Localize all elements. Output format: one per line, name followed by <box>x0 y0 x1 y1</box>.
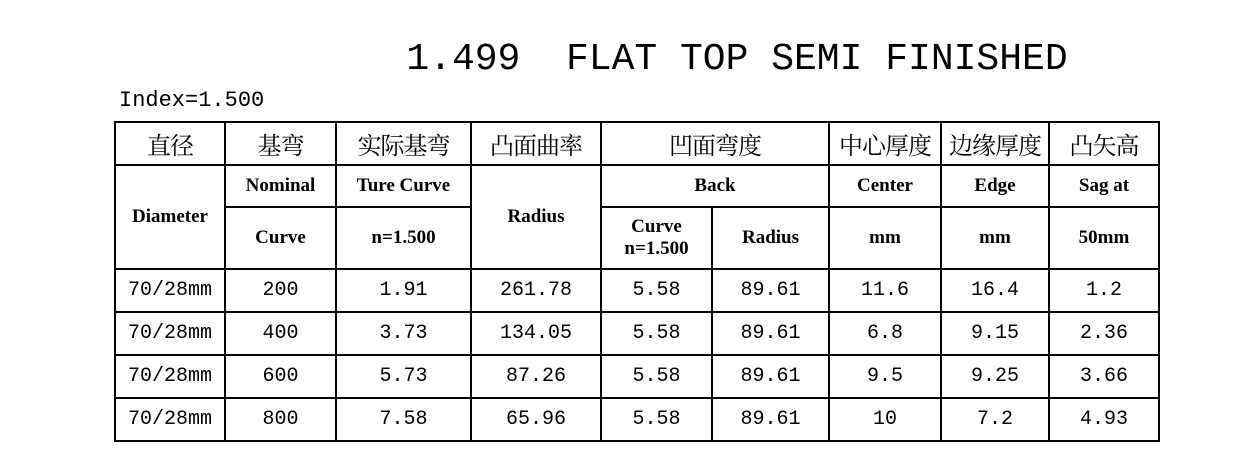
page-title: 1.499 FLAT TOP SEMI FINISHED <box>406 38 1068 81</box>
cell-center: 11.6 <box>829 269 941 312</box>
header-center-cn: 中心厚度 <box>829 122 941 165</box>
header-edge-unit: mm <box>941 207 1049 269</box>
cell-center: 9.5 <box>829 355 941 398</box>
header-n1500: n=1.500 <box>336 207 471 269</box>
cell-diameter: 70/28mm <box>115 269 225 312</box>
cell-true-curve: 3.73 <box>336 312 471 355</box>
cell-nominal-curve: 600 <box>225 355 336 398</box>
cell-true-curve: 1.91 <box>336 269 471 312</box>
header-row-en-1 <box>115 165 1159 207</box>
cell-diameter: 70/28mm <box>115 312 225 355</box>
cell-sag: 3.66 <box>1049 355 1159 398</box>
header-base-curve-cn: 基弯 <box>225 122 336 165</box>
cell-center: 10 <box>829 398 941 441</box>
cell-radius: 87.26 <box>471 355 601 398</box>
header-back-curve <box>601 207 712 269</box>
header-back-radius: Radius <box>712 207 829 269</box>
index-label: Index=1.500 <box>119 88 265 113</box>
cell-back-radius: 89.61 <box>712 269 829 312</box>
cell-nominal-curve: 200 <box>225 269 336 312</box>
cell-radius: 65.96 <box>471 398 601 441</box>
cell-back-curve: 5.58 <box>601 269 712 312</box>
cell-back-curve: 5.58 <box>601 398 712 441</box>
table-row <box>115 398 1159 441</box>
header-back-cn: 凹面弯度 <box>601 122 829 165</box>
cell-edge: 16.4 <box>941 269 1049 312</box>
cell-back-curve: 5.58 <box>601 312 712 355</box>
header-sag-unit: 50mm <box>1049 207 1159 269</box>
header-diameter: Diameter <box>115 165 225 269</box>
cell-back-radius: 89.61 <box>712 355 829 398</box>
cell-edge: 9.15 <box>941 312 1049 355</box>
cell-sag: 2.36 <box>1049 312 1159 355</box>
table-row <box>115 312 1159 355</box>
cell-back-curve: 5.58 <box>601 355 712 398</box>
cell-diameter: 70/28mm <box>115 398 225 441</box>
cell-true-curve: 7.58 <box>336 398 471 441</box>
cell-nominal-curve: 400 <box>225 312 336 355</box>
header-back: Back <box>601 165 829 207</box>
table-row <box>115 269 1159 312</box>
header-sag-cn: 凸矢高 <box>1049 122 1159 165</box>
header-edge-cn: 边缘厚度 <box>941 122 1049 165</box>
cell-nominal-curve: 800 <box>225 398 336 441</box>
header-diameter-cn: 直径 <box>115 122 225 165</box>
header-nominal: Nominal <box>225 165 336 207</box>
cell-radius: 134.05 <box>471 312 601 355</box>
header-radius-cn: 凸面曲率 <box>471 122 601 165</box>
header-sag-at: Sag at <box>1049 165 1159 207</box>
cell-edge: 9.25 <box>941 355 1049 398</box>
cell-diameter: 70/28mm <box>115 355 225 398</box>
cell-edge: 7.2 <box>941 398 1049 441</box>
cell-sag: 4.93 <box>1049 398 1159 441</box>
cell-back-radius: 89.61 <box>712 398 829 441</box>
header-back-curve-line2: n=1.500 <box>624 238 689 259</box>
header-center-unit: mm <box>829 207 941 269</box>
cell-sag: 1.2 <box>1049 269 1159 312</box>
header-radius: Radius <box>471 165 601 269</box>
header-edge: Edge <box>941 165 1049 207</box>
header-curve: Curve <box>225 207 336 269</box>
header-row-en-2 <box>115 207 1159 269</box>
table-row <box>115 355 1159 398</box>
lens-spec-table <box>114 121 1160 442</box>
cell-true-curve: 5.73 <box>336 355 471 398</box>
header-row-cn <box>115 122 1159 165</box>
header-back-curve-line1: Curve <box>631 216 682 237</box>
cell-radius: 261.78 <box>471 269 601 312</box>
header-true-curve-cn: 实际基弯 <box>336 122 471 165</box>
cell-back-radius: 89.61 <box>712 312 829 355</box>
cell-center: 6.8 <box>829 312 941 355</box>
header-ture-curve: Ture Curve <box>336 165 471 207</box>
header-center: Center <box>829 165 941 207</box>
